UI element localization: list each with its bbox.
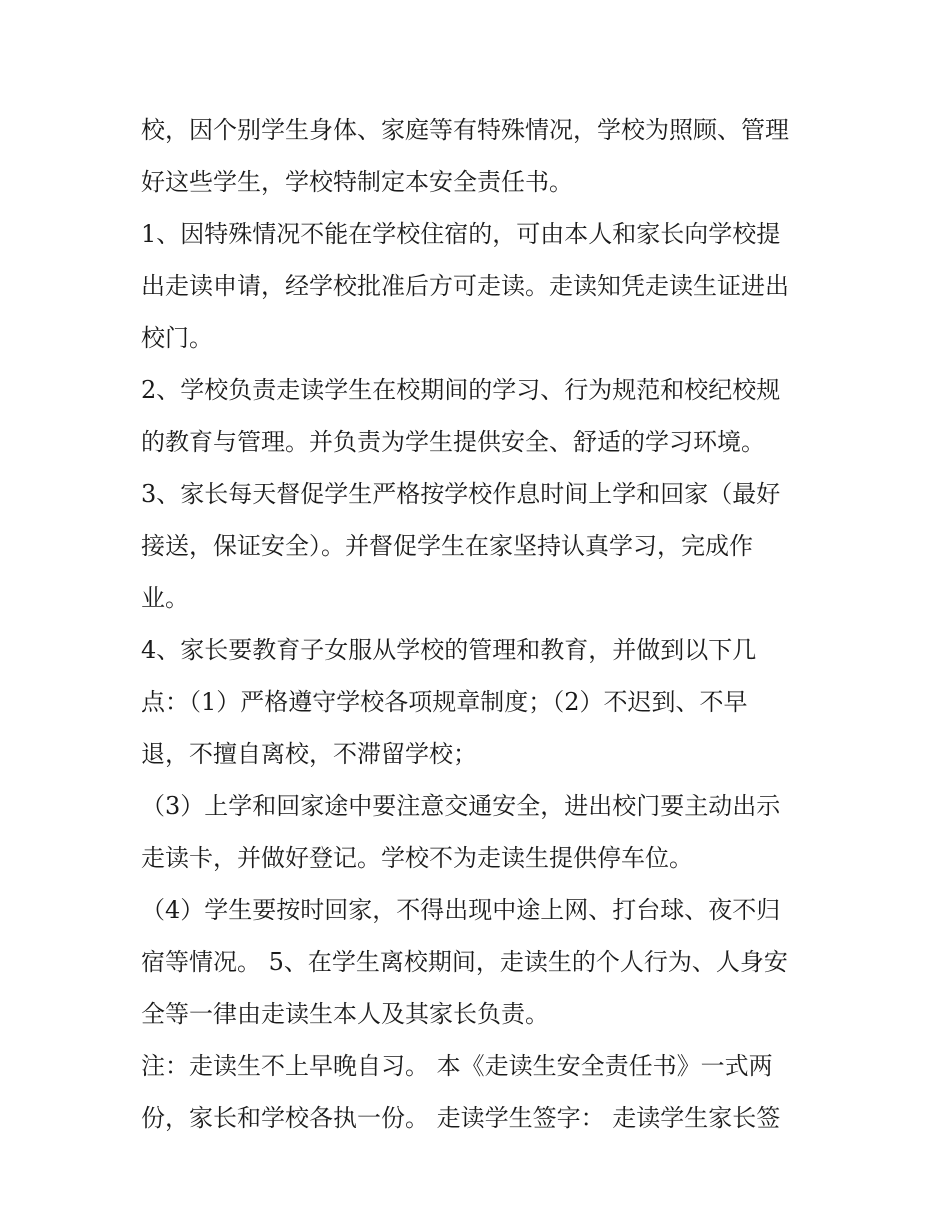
text-line: 3、家长每天督促学生严格按学校作息时间上学和回家（最好: [141, 480, 781, 508]
text-line: 出走读申请，经学校批准后方可走读。走读知凭走读生证进出: [141, 272, 789, 300]
text-line: 业。: [141, 584, 189, 612]
text-line: 好这些学生，学校特制定本安全责任书。: [141, 168, 573, 196]
text-line: 退，不擅自离校，不滞留学校；: [141, 740, 477, 768]
text-line: 份，家长和学校各执一份。 走读学生签字： 走读学生家长签: [141, 1104, 781, 1132]
text-line: 校门。: [141, 324, 213, 352]
text-line: 全等一律由走读生本人及其家长负责。: [141, 1000, 549, 1028]
text-line: 点：（1）严格遵守学校各项规章制度；（2）不迟到、不早: [141, 688, 748, 716]
text-line: 的教育与管理。并负责为学生提供安全、舒适的学习环境。: [141, 428, 765, 456]
text-line: 接送，保证安全）。并督促学生在家坚持认真学习，完成作: [141, 532, 753, 560]
text-line: 走读卡，并做好登记。学校不为走读生提供停车位。: [141, 844, 693, 872]
text-line: 2、学校负责走读学生在校期间的学习、行为规范和校纪校规: [141, 376, 781, 404]
text-line: 校，因个别学生身体、家庭等有特殊情况，学校为照顾、管理: [141, 116, 789, 144]
text-line: 注：走读生不上早晚自习。 本《走读生安全责任书》一式两: [141, 1052, 773, 1080]
text-line: （3）上学和回家途中要注意交通安全，进出校门要主动出示: [141, 792, 781, 820]
body-text: [141, 104, 831, 1144]
text-line: 宿等情况。 5、在学生离校期间，走读生的个人行为、人身安: [141, 948, 788, 976]
text-line: 1、因特殊情况不能在学校住宿的，可由本人和家长向学校提: [141, 220, 781, 248]
text-line: 4、家长要教育子女服从学校的管理和教育，并做到以下几: [141, 636, 757, 664]
text-line: （4）学生要按时回家，不得出现中途上网、打台球、夜不归: [141, 896, 781, 924]
